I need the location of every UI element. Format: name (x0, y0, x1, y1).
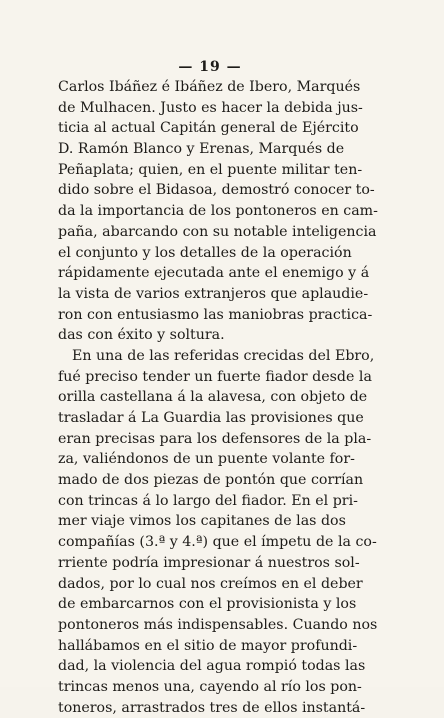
page-number: — 19 — (178, 59, 242, 75)
text-line: mado de dos piezas de pontón que corrían (58, 472, 364, 489)
text-line: de Mulhacen. Justo es hacer la debida jus- (58, 99, 363, 116)
text-line: Peñaplata; quien, en el puente militar ten- (58, 161, 363, 178)
text-line: toneros, arrastrados tres de ellos instantá- (58, 699, 366, 716)
text-line: rápidamente ejecutada ante el enemigo y á (58, 265, 370, 282)
text-line: el conjunto y los detalles de la operación (58, 244, 352, 261)
text-line: rriente podría impresionar á nuestros sol- (58, 554, 360, 571)
text-line: En una de las referidas crecidas del Ebro, (72, 347, 375, 364)
text-line: da la importancia de los pontoneros en cam- (58, 203, 378, 220)
text-line: ron con entusiasmo las maniobras practica- (58, 306, 373, 323)
text-line: fué preciso tender un fuerte fiador desde la (58, 368, 372, 385)
text-line: la vista de varios extranjeros que aplaudie- (58, 285, 369, 302)
text-line: con trincas á lo largo del fiador. En el pri- (58, 492, 358, 509)
text-line: hallábamos en el sitio de mayor profundi- (58, 637, 358, 654)
text-line: paña, abarcando con su notable inteligencia (58, 223, 377, 240)
text-line: dido sobre el Bidasoa, demostró conocer to- (58, 182, 375, 199)
text-line: dados, por lo cual nos creímos en el deber (58, 575, 363, 592)
text-line: dad, la violencia del agua rompió todas las (58, 658, 366, 675)
text-line: pontoneros más indispensables. Cuando nos (58, 616, 378, 633)
text-line: D. Ramón Blanco y Erenas, Marqués de (58, 141, 345, 158)
text-line: das con éxito y soltura. (58, 327, 225, 344)
text-line: compañías (3.ª y 4.ª) que el ímpetu de la co- (58, 534, 377, 551)
body-text (58, 77, 378, 718)
text-line: eran precisas para los defensores de la pla- (58, 430, 372, 447)
text-line: trasladar á La Guardia las provisiones que (58, 410, 364, 426)
text-line: mer viaje vimos los capitanes de las dos (58, 513, 346, 530)
text-line: trincas menos una, cayendo al río los pon- (58, 678, 362, 695)
text-line: orilla castellana á la alavesa, con objeto de (58, 389, 368, 406)
text-line: Carlos Ibáñez é Ibáñez de Ibero, Marqués (58, 79, 361, 95)
text-line: de embarcarnos con el provisionista y los (58, 596, 357, 613)
text-line: ticia al actual Capitán general de Ejército (58, 120, 359, 137)
text-line: za, valiéndonos de un puente volante for- (58, 451, 355, 468)
